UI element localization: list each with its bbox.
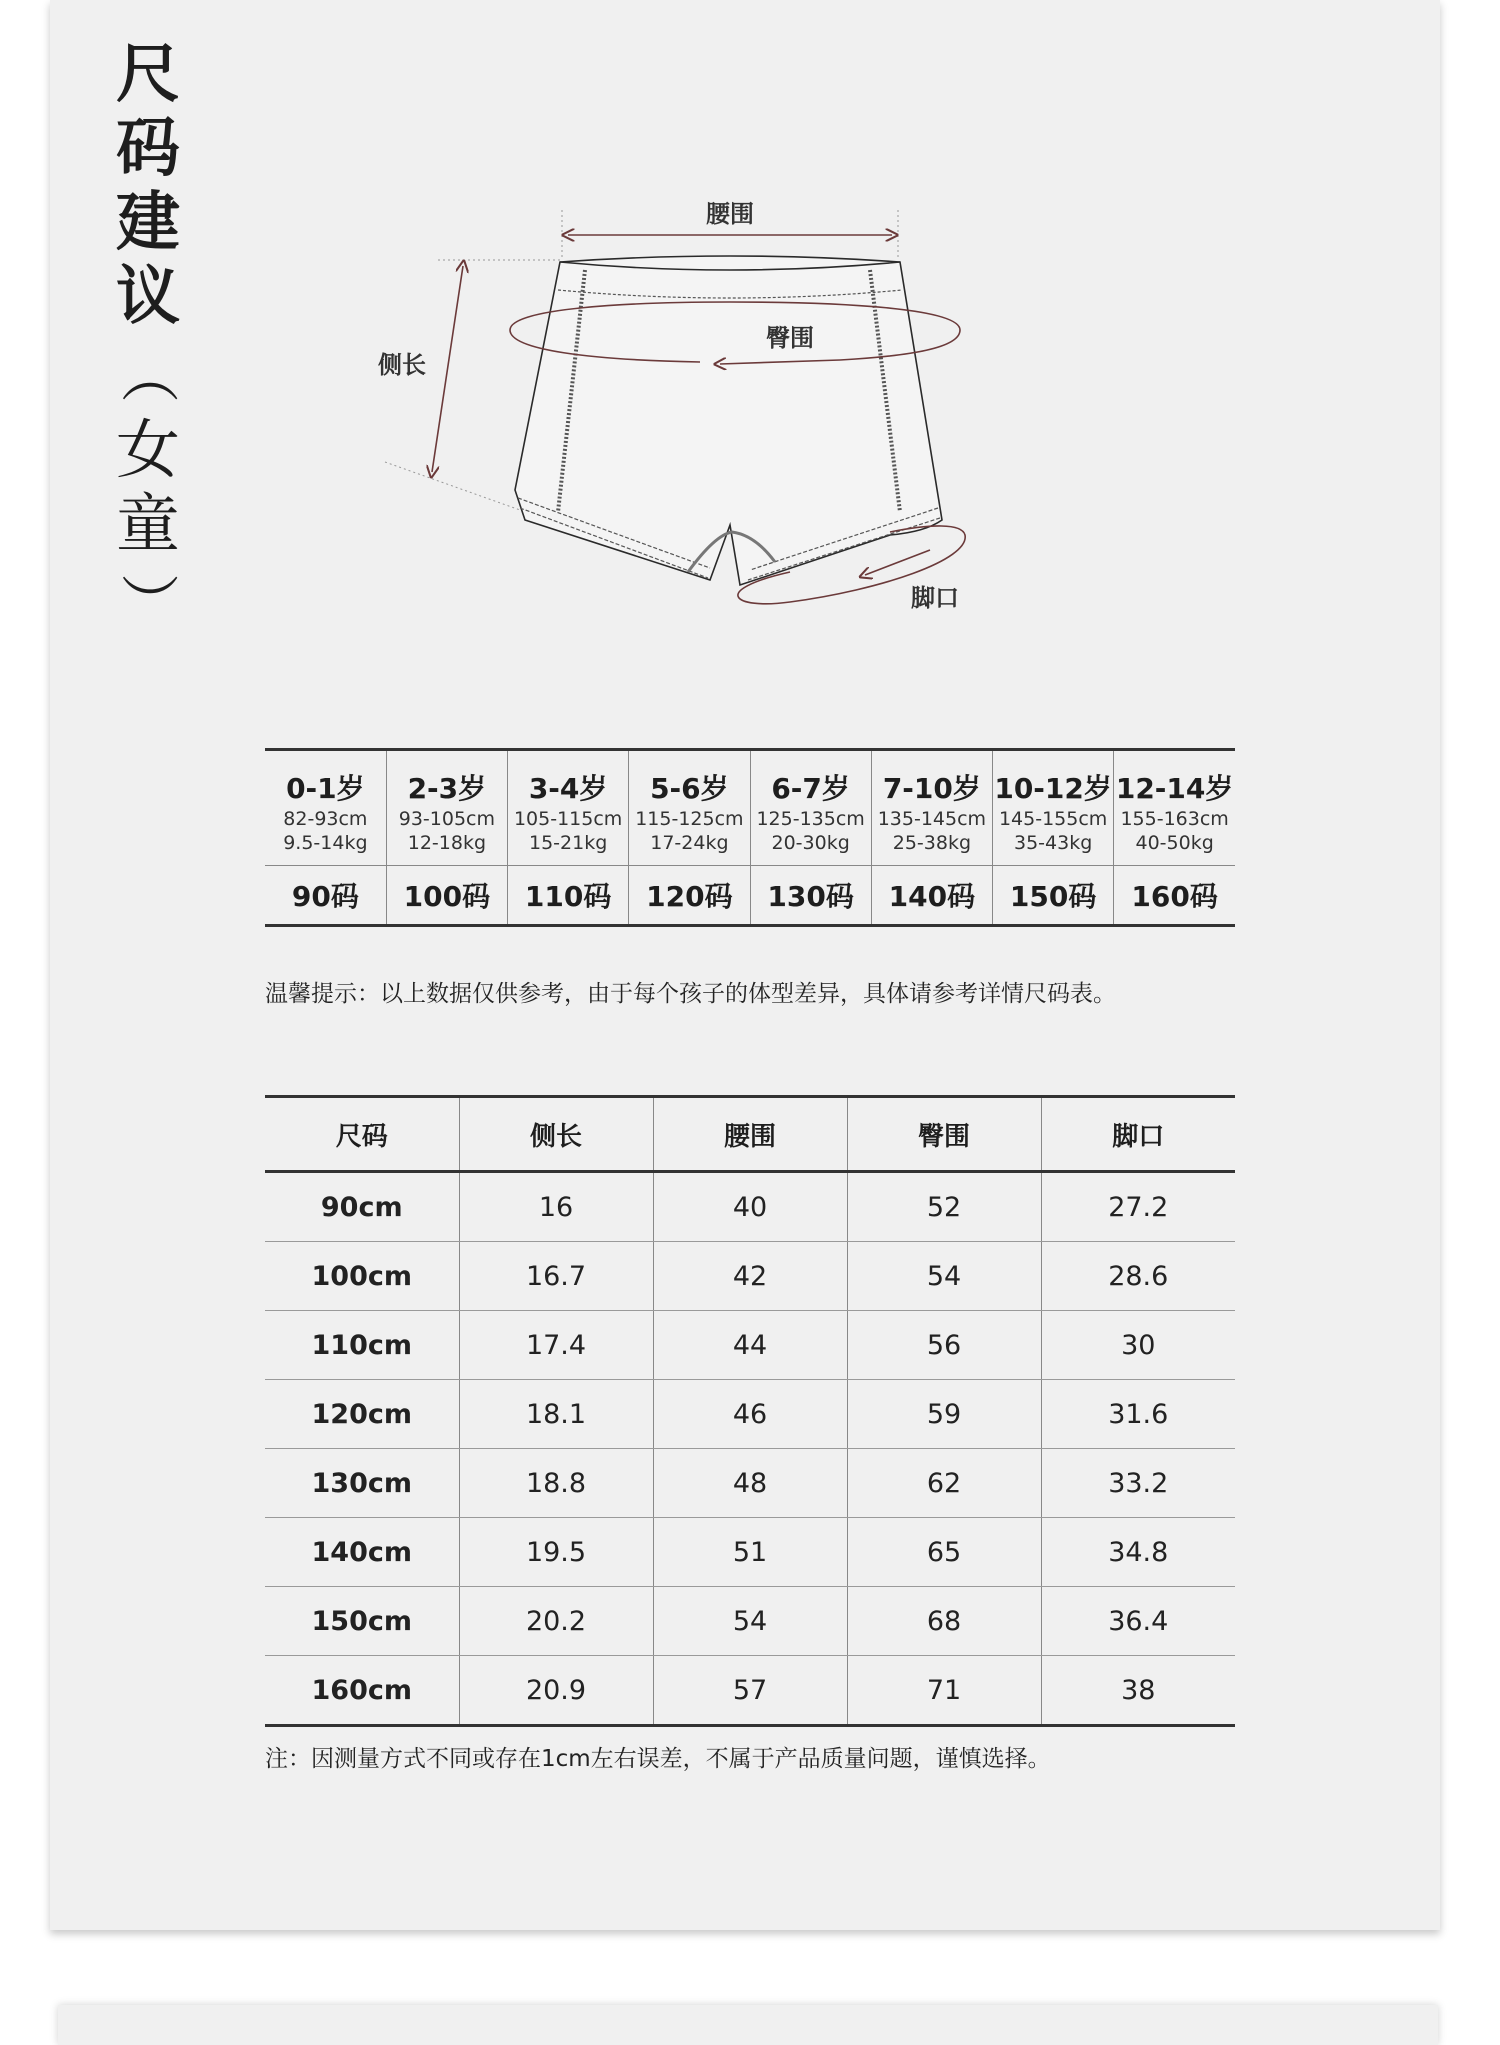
size-cell: 120cm: [265, 1380, 459, 1449]
height-weight-cell: [871, 807, 992, 866]
subtitle-char: 女: [116, 414, 180, 488]
measurement-cell: 30: [1041, 1311, 1235, 1380]
measurement-cell: 31.6: [1041, 1380, 1235, 1449]
weight-range: 35-43kg: [1013, 832, 1093, 854]
measurement-cell: 42: [653, 1242, 847, 1311]
height-weight-cell: [993, 807, 1114, 866]
measurement-cell: 18.8: [459, 1449, 653, 1518]
measurement-cell: 59: [847, 1380, 1041, 1449]
table-row: [265, 1172, 1235, 1242]
measurement-cell: 48: [653, 1449, 847, 1518]
table-row: [265, 1380, 1235, 1449]
size-cell: 110cm: [265, 1311, 459, 1380]
table-row: [265, 1518, 1235, 1587]
side-length-label: 侧长: [378, 351, 426, 379]
measurement-cell: 65: [847, 1518, 1041, 1587]
age-row: [265, 750, 1235, 808]
measurement-cell: 44: [653, 1311, 847, 1380]
measurement-cell: 54: [653, 1587, 847, 1656]
height-range: 82-93cm: [283, 808, 368, 830]
measurement-cell: 19.5: [459, 1518, 653, 1587]
weight-range: 20-30kg: [771, 832, 850, 854]
measurement-cell: 17.4: [459, 1311, 653, 1380]
size-cell: 100cm: [265, 1242, 459, 1311]
weight-range: 9.5-14kg: [283, 832, 368, 854]
height-weight-cell: [508, 807, 629, 866]
measurement-cell: 36.4: [1041, 1587, 1235, 1656]
weight-range: 12-18kg: [407, 832, 487, 854]
height-range: 135-145cm: [877, 808, 987, 830]
measurement-cell: 40: [653, 1172, 847, 1242]
measurement-cell: 62: [847, 1449, 1041, 1518]
table-row: [265, 1656, 1235, 1726]
column-header: 臀围: [847, 1097, 1041, 1172]
age-cell: 2-3岁: [386, 750, 507, 808]
weight-range: 25-38kg: [892, 832, 972, 854]
size-code-cell: 160码: [1114, 866, 1235, 926]
size-code-cell: 140码: [871, 866, 992, 926]
side-length-arrow: [432, 266, 463, 472]
title-char: 建: [116, 186, 180, 260]
measurement-table: [265, 1095, 1235, 1727]
page-title: [108, 38, 188, 642]
reference-tip: 温馨提示：以上数据仅供参考，由于每个孩子的体型差异，具体请参考详情尺码表。: [265, 981, 1116, 1007]
weight-range: 17-24kg: [650, 832, 729, 854]
measurement-cell: 38: [1041, 1656, 1235, 1726]
height-weight-cell: [750, 807, 871, 866]
size-cell: 160cm: [311, 1674, 412, 1706]
height-range: 125-135cm: [756, 808, 865, 830]
age-cell: 0-1岁: [286, 772, 365, 805]
shorts-diagram: [370, 190, 1010, 650]
column-header: 尺码: [265, 1097, 459, 1172]
column-header: 腰围: [653, 1097, 847, 1172]
size-code-cell: 100码: [386, 866, 507, 926]
measurement-cell: 16.7: [459, 1242, 653, 1311]
age-cell: 3-4岁: [508, 750, 629, 808]
measurement-header-row: [265, 1097, 1235, 1172]
size-code-cell: 150码: [993, 866, 1114, 926]
age-cell: 7-10岁: [871, 750, 992, 808]
measurement-cell: 20.2: [459, 1587, 653, 1656]
size-code-cell: 120码: [629, 866, 750, 926]
measurement-cell: 51: [653, 1518, 847, 1587]
measurement-cell: 33.2: [1041, 1449, 1235, 1518]
title-paren-open: （: [113, 344, 182, 404]
size-cell: 90cm: [265, 1172, 459, 1242]
height-range: 105-115cm: [513, 808, 623, 830]
measurement-cell: 20.9: [459, 1656, 653, 1726]
height-weight-cell: [1114, 807, 1235, 866]
weight-range: 40-50kg: [1135, 832, 1214, 854]
next-card-edge: [58, 2005, 1438, 2045]
size-code-row: [265, 866, 1235, 926]
age-cell: 12-14岁: [1114, 750, 1235, 808]
leg-opening-label: 脚口: [911, 584, 959, 612]
column-header: 侧长: [459, 1097, 653, 1172]
height-range: 155-163cm: [1120, 808, 1229, 830]
column-header: 脚口: [1041, 1097, 1235, 1172]
height-range: 93-105cm: [398, 808, 495, 830]
measurement-cell: 27.2: [1041, 1172, 1235, 1242]
weight-range: 15-21kg: [528, 832, 608, 854]
side-guide: [385, 462, 520, 510]
table-row: [265, 1449, 1235, 1518]
size-code-cell: 130码: [750, 866, 871, 926]
height-weight-cell: [629, 807, 750, 866]
measurement-cell: 54: [847, 1242, 1041, 1311]
size-cell: 140cm: [265, 1518, 459, 1587]
title-char: 议: [116, 260, 180, 334]
shorts-outline: [515, 256, 942, 585]
hip-label: 臀围: [766, 324, 814, 352]
table-row: [265, 1242, 1235, 1311]
waist-label: 腰围: [706, 200, 754, 228]
title-char: 码: [116, 112, 180, 186]
measurement-cell: 16: [459, 1172, 653, 1242]
measurement-cell: 56: [847, 1311, 1041, 1380]
measurement-cell: 57: [653, 1656, 847, 1726]
size-cell: 150cm: [265, 1587, 459, 1656]
title-paren-close: ）: [113, 572, 182, 632]
measurement-cell: 18.1: [459, 1380, 653, 1449]
measurement-cell: 28.6: [1041, 1242, 1235, 1311]
measurement-cell: 52: [847, 1172, 1041, 1242]
table-row: [265, 1587, 1235, 1656]
size-code-cell: 110码: [508, 866, 629, 926]
height-range: 115-125cm: [635, 808, 744, 830]
table-row: [265, 1311, 1235, 1380]
title-char: 尺: [116, 38, 180, 112]
measurement-cell: 34.8: [1041, 1518, 1235, 1587]
measurement-cell: 71: [847, 1656, 1041, 1726]
age-cell: 10-12岁: [993, 750, 1114, 808]
height-range: 145-155cm: [998, 808, 1108, 830]
height-weight-cell: [265, 807, 386, 866]
subtitle-char: 童: [116, 488, 180, 562]
height-weight-row: [265, 807, 1235, 866]
measurement-cell: 68: [847, 1587, 1041, 1656]
height-weight-cell: [386, 807, 507, 866]
size-code-cell: 90码: [265, 866, 386, 926]
measurement-cell: 46: [653, 1380, 847, 1449]
age-cell: 6-7岁: [750, 750, 871, 808]
age-cell: 5-6岁: [629, 750, 750, 808]
size-cell: 130cm: [265, 1449, 459, 1518]
error-note: 注：因测量方式不同或存在1cm左右误差，不属于产品质量问题，谨慎选择。: [265, 1746, 1051, 1772]
measurement-body: [265, 1172, 1235, 1726]
age-size-table: [265, 748, 1235, 927]
